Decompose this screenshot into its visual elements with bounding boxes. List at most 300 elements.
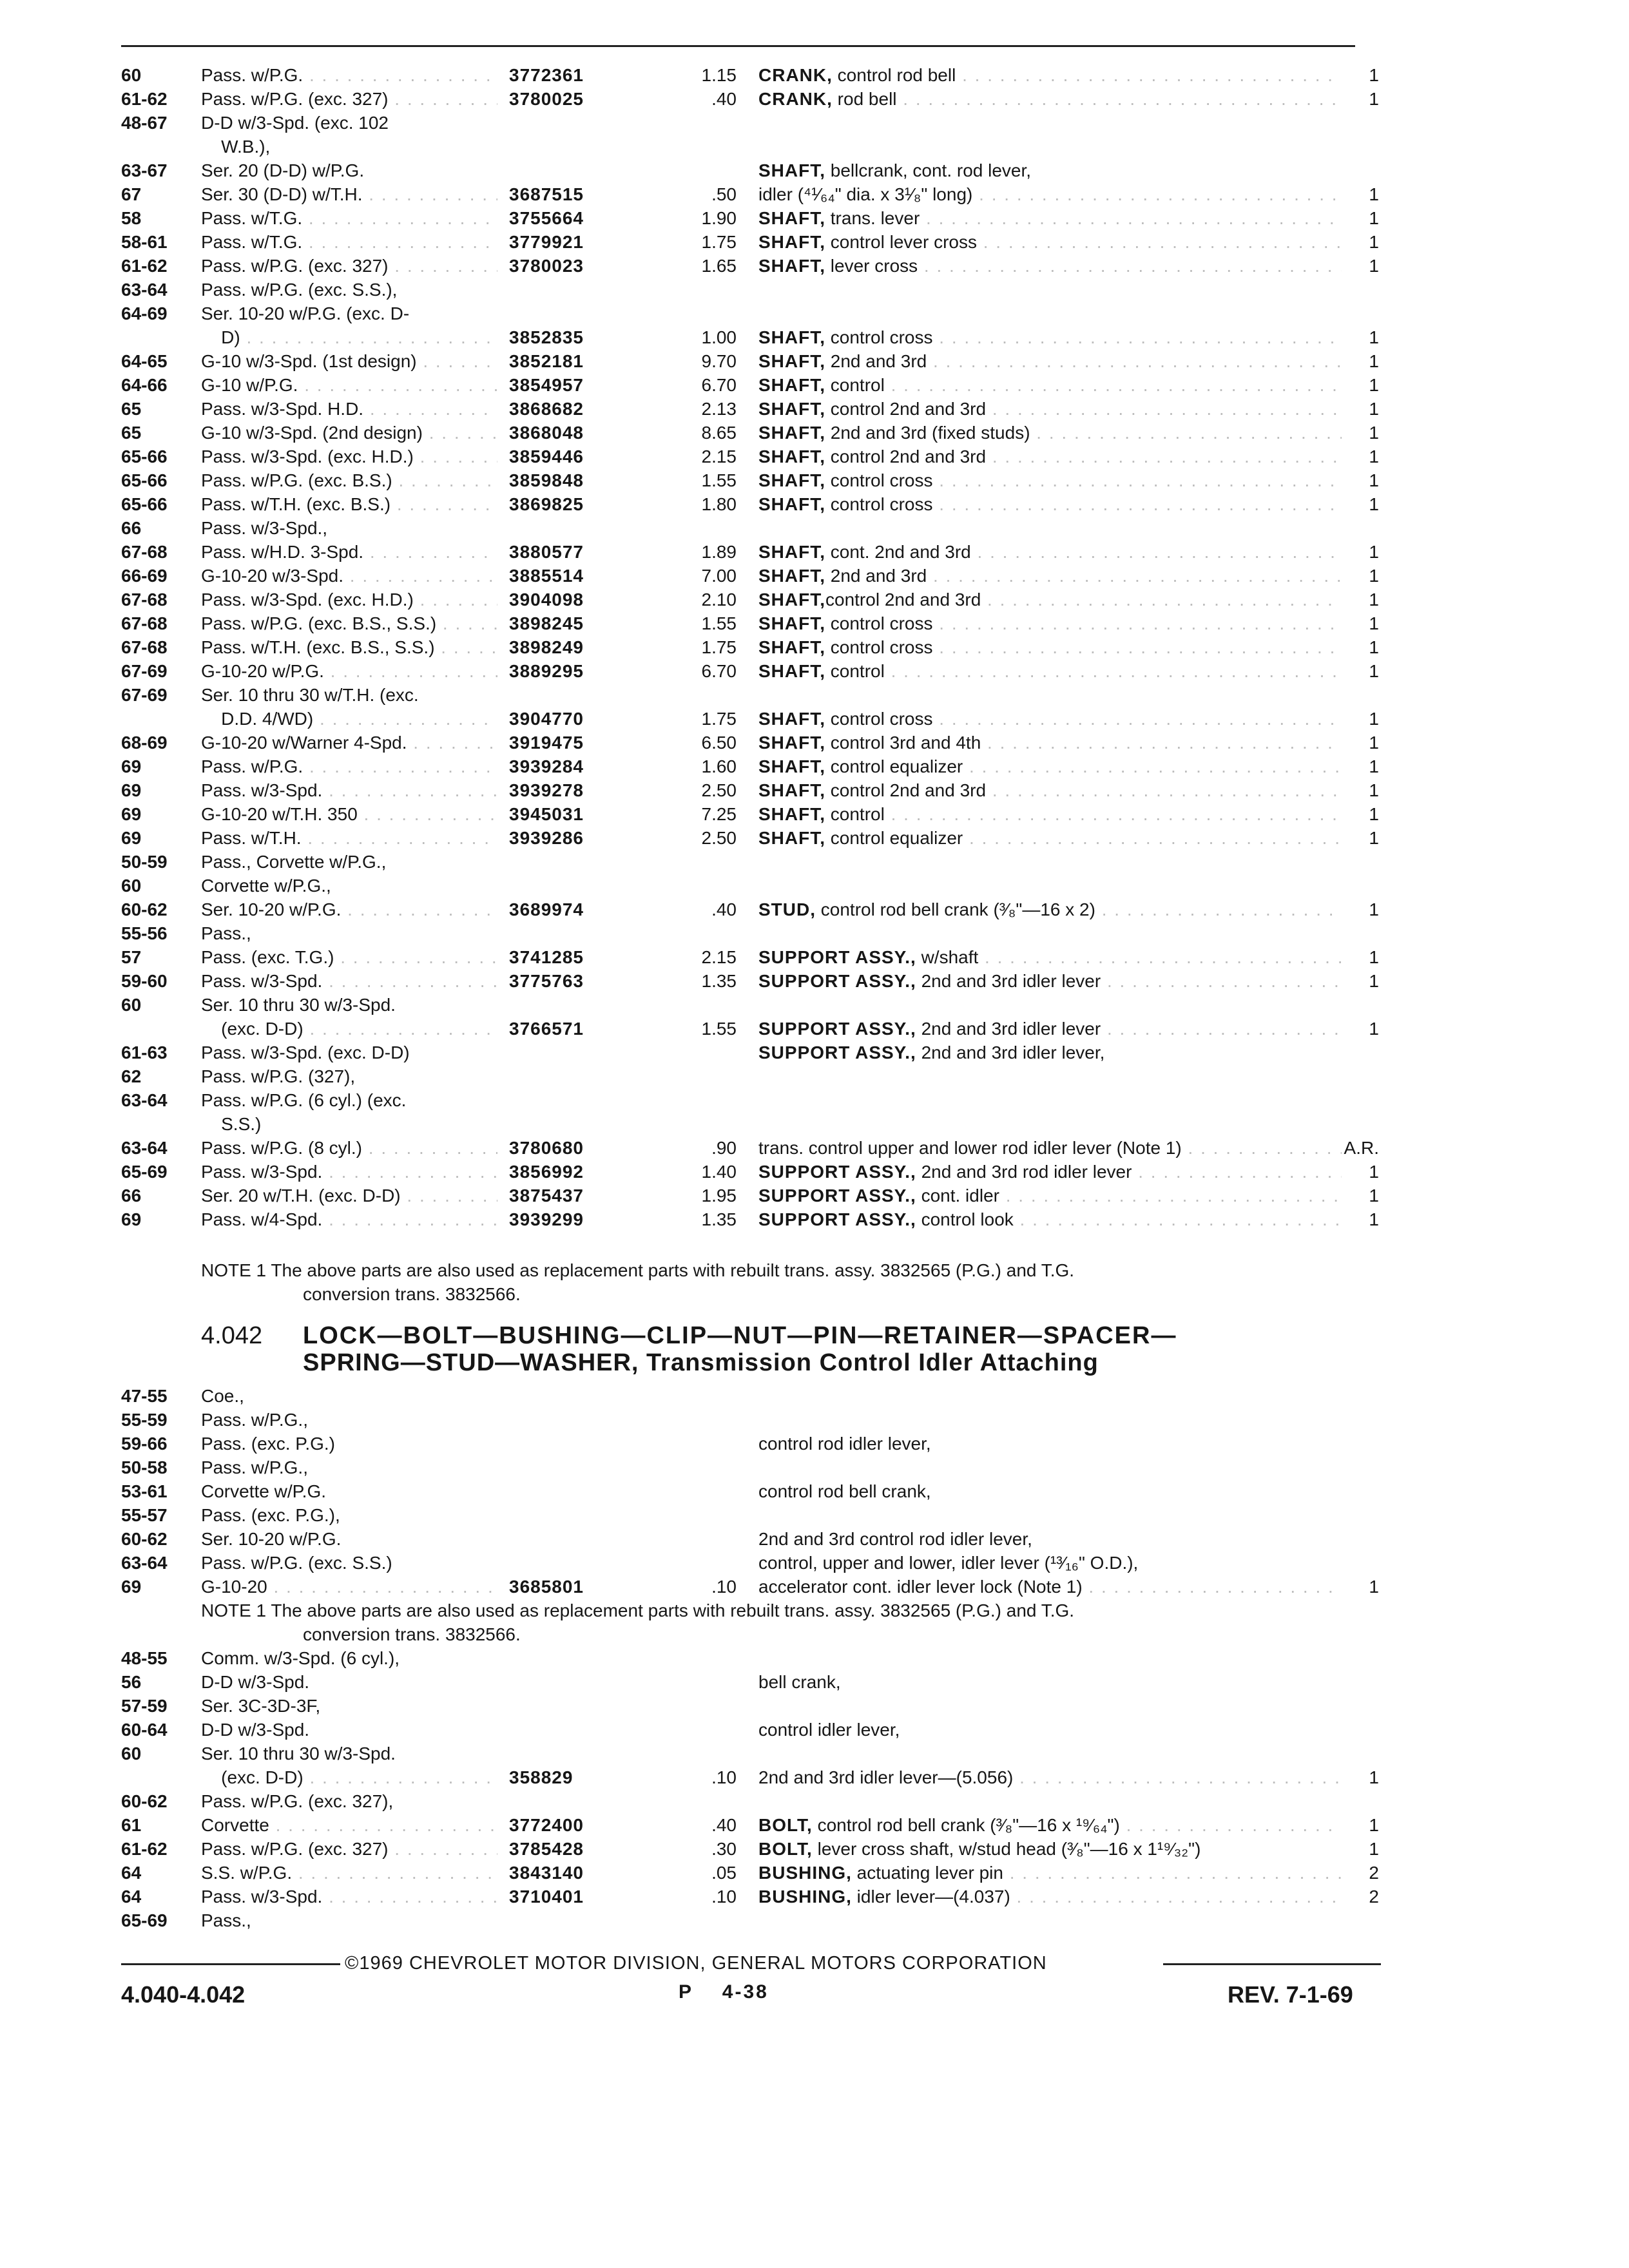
part-name-detail: control 2nd and 3rd [825,780,987,800]
model-description: Pass. w/P.G. (exc. B.S.) . . . [201,468,497,492]
model-year: 60-62 [121,1791,168,1811]
quantity: 1 [1369,756,1379,776]
model-description: Pass. w/3-Spd. . . . [201,778,497,802]
part-name-detail: control cross [825,709,933,729]
parts-row [0,1479,1629,1503]
parts-row [0,373,1629,397]
model-description: Pass. w/P.G. (8 cyl.) . . . [201,1136,497,1160]
part-name-keyword: SHAFT, [758,661,825,681]
model-year: 55-56 [121,923,168,943]
part-name [758,1207,1342,1231]
part-name-detail: control rod bell [832,65,956,85]
part-name [758,1718,1342,1742]
model-year: 59-60 [121,971,168,991]
model-description: Pass. w/T.H. (exc. B.S., S.S.) . . . [201,635,497,659]
part-name-keyword: SHAFT, [758,804,825,824]
parts-row [0,1160,1629,1184]
part-name-detail: 2nd and 3rd (fixed studs) [825,423,1030,443]
model-description: Pass. w/P.G. (exc. 327) . . . [201,87,497,111]
part-name-detail: 2nd and 3rd idler lever—(5.056) [758,1767,1014,1787]
part-name-detail: w/shaft [916,947,979,967]
part-name-keyword: SHAFT, [758,709,825,729]
part-name-keyword: BUSHING, [758,1887,852,1907]
part-name-keyword: CRANK, [758,65,833,85]
quantity: 2 [1369,1887,1379,1907]
parts-row [0,1837,1629,1861]
parts-row [0,1670,1629,1694]
part-name-keyword: SHAFT, [758,351,825,371]
part-number: 3889295 [509,661,584,681]
part-number: 3939286 [509,828,584,848]
model-description: Pass. w/P.G., [201,1410,308,1430]
list-price: 1.80 [701,494,737,514]
part-number: 3868048 [509,423,584,443]
quantity: 1 [1369,733,1379,753]
part-number: 3772361 [509,65,584,85]
part-name-detail: control cross [825,613,933,633]
quantity: 1 [1369,1767,1379,1787]
list-price: 1.89 [701,542,737,562]
part-number: 3785428 [509,1839,584,1859]
list-price: .40 [711,89,737,109]
part-number: 3780025 [509,89,584,109]
part-name-keyword: SHAFT, [758,542,825,562]
model-year: 61-63 [121,1043,168,1062]
part-name-detail: bellcrank, cont. rod lever, [825,160,1032,180]
part-number: 3856992 [509,1162,584,1182]
parts-row [0,397,1629,421]
part-name-keyword: SHAFT, [758,828,825,848]
part-name [758,206,1342,230]
part-name [758,397,1342,421]
model-year: 65-69 [121,1910,168,1930]
quantity: 1 [1369,1577,1379,1597]
list-price: 2.10 [701,590,737,610]
part-number: 3780023 [509,256,584,276]
model-year: 56 [121,1672,142,1692]
part-name-detail: control rod bell crank (³⁄₈"—16 x ¹⁹⁄₆₄") [812,1815,1120,1835]
parts-row [0,254,1629,278]
part-name [758,635,1342,659]
part-number: 3772400 [509,1815,584,1835]
list-price: 1.55 [701,613,737,633]
model-description: Ser. 10 thru 30 w/3-Spd. [201,995,396,1015]
part-number: 3843140 [509,1863,584,1883]
model-description: Ser. 10-20 w/P.G. [201,1529,342,1549]
model-description: Pass. w/T.H. . . . [201,826,497,850]
part-name-detail: 2nd and 3rd idler lever [916,971,1101,991]
footer-revision: REV. 7-1-69 [1228,1981,1353,2008]
part-name [758,325,1342,349]
model-description: G-10-20 . . . [201,1575,497,1599]
model-description: Pass. w/T.G. . . . [201,206,497,230]
part-name [758,1041,1342,1064]
parts-row [0,87,1629,111]
part-name-detail: control cross [825,327,933,347]
part-name-detail: control 2nd and 3rd [825,590,981,610]
model-year: 65-69 [121,1162,168,1182]
model-year: 65-66 [121,447,168,466]
parts-row [0,540,1629,564]
list-price: .90 [711,1138,737,1158]
model-year: 63-64 [121,1090,168,1110]
part-name [758,945,1342,969]
model-year: 50-58 [121,1457,168,1477]
model-year: 69 [121,828,142,848]
part-name-keyword: SUPPORT ASSY., [758,1186,916,1206]
parts-row [0,611,1629,635]
model-description: Pass., [201,1910,251,1930]
quantity: 1 [1369,899,1379,919]
model-description: D.D. 4/WD) . . . [201,707,497,731]
part-number: 3766571 [509,1019,584,1039]
list-price: .30 [711,1839,737,1859]
list-price: 2.15 [701,947,737,967]
parts-row [0,182,1629,206]
part-name-keyword: SUPPORT ASSY., [758,1043,916,1062]
model-description: Pass. w/P.G. (6 cyl.) (exc. [201,1090,407,1110]
model-year: 65-66 [121,494,168,514]
part-name-keyword: SHAFT, [758,780,825,800]
part-name-keyword: SHAFT, [758,590,825,610]
model-description: Corvette . . . [201,1813,497,1837]
part-name-detail: 2nd and 3rd [825,351,927,371]
model-description: Corvette w/P.G., [201,876,331,896]
parts-row [0,1017,1629,1041]
part-name [758,349,1342,373]
part-name-detail: control 2nd and 3rd [825,447,987,466]
model-year: 50-59 [121,852,168,872]
part-name-detail: bell crank, [758,1672,841,1692]
part-name-detail: control look [916,1209,1014,1229]
part-name-keyword: SHAFT, [758,399,825,419]
part-name-keyword: SHAFT, [758,566,825,586]
part-number: 3779921 [509,232,584,252]
part-number: 3859446 [509,447,584,466]
part-name-detail: cont. 2nd and 3rd [825,542,971,562]
parts-row [0,302,1629,325]
part-number: 3939284 [509,756,584,776]
part-name [758,1184,1342,1207]
model-description: G-10-20 w/T.H. 350 . . . [201,802,497,826]
model-year: 67-68 [121,637,168,657]
part-number: 3775763 [509,971,584,991]
parts-row [0,1041,1629,1064]
part-number: 3868682 [509,399,584,419]
part-name-keyword: SHAFT, [758,232,825,252]
list-price: 1.55 [701,1019,737,1039]
model-description: Ser. 30 (D-D) w/T.H. . . . [201,182,497,206]
model-description: Pass. w/T.G. . . . [201,230,497,254]
parts-row [0,1088,1629,1112]
model-year: 60 [121,995,142,1015]
model-year: 62 [121,1066,142,1086]
quantity: 1 [1369,1186,1379,1206]
part-name [758,898,1342,921]
parts-row [0,850,1629,874]
parts-row [0,635,1629,659]
model-description: S.S.) [201,1114,262,1134]
part-name-detail: 2nd and 3rd idler lever, [916,1043,1105,1062]
list-price: 6.50 [701,733,737,753]
part-name [758,63,1342,87]
quantity: 1 [1369,351,1379,371]
parts-row [0,731,1629,754]
model-description: Coe., [201,1386,244,1406]
parts-row [0,230,1629,254]
part-name-detail: control [825,661,885,681]
quantity: 1 [1369,1162,1379,1182]
model-year: 63-64 [121,1553,168,1573]
model-year: 68-69 [121,733,168,753]
parts-row [0,1207,1629,1231]
model-description: D) . . . [201,325,497,349]
part-name-keyword: SHAFT, [758,637,825,657]
part-number: 3945031 [509,804,584,824]
quantity: 2 [1369,1863,1379,1883]
list-price: .10 [711,1577,737,1597]
part-name-keyword: SHAFT, [758,447,825,466]
parts-row [0,1432,1629,1456]
model-year: 55-59 [121,1410,168,1430]
model-year: 67-69 [121,685,168,705]
part-name [758,588,1342,611]
footer-rule-right [1163,1963,1381,1965]
part-name-detail: lever cross shaft, w/stud head (³⁄₈"—16 x 1¹⁹⁄₃₂") [812,1839,1201,1859]
parts-row [0,111,1629,135]
model-description: (exc. D-D) . . . [201,1017,497,1041]
part-name-detail: control idler lever, [758,1720,900,1740]
model-description: Pass. w/3-Spd. (exc. H.D.) . . . [201,445,497,468]
model-year: 60 [121,65,142,85]
model-year: 64 [121,1887,142,1907]
part-name-detail: control 3rd and 4th [825,733,981,753]
part-name [758,159,1342,182]
model-description: Pass. w/P.G. (exc. S.S.) [201,1553,392,1573]
part-number: 3852181 [509,351,584,371]
list-price: 1.55 [701,470,737,490]
parts-row [0,1527,1629,1551]
list-price: 6.70 [701,375,737,395]
part-name [758,754,1342,778]
model-description: Pass. w/P.G. . . . [201,63,497,87]
list-price: 1.60 [701,756,737,776]
part-name-detail: control [825,804,885,824]
parts-row [0,1136,1629,1160]
model-description: Pass. w/3-Spd. H.D. . . . [201,397,497,421]
parts-row [0,278,1629,302]
part-number: 358829 [509,1767,574,1787]
part-name-detail: actuating lever pin [851,1863,1003,1883]
parts-row [0,1861,1629,1885]
part-name [758,87,1342,111]
part-name-keyword: SHAFT, [758,423,825,443]
model-year: 60-62 [121,899,168,919]
quantity: 1 [1369,828,1379,848]
list-price: 6.70 [701,661,737,681]
footer-rule-left [121,1963,340,1965]
model-year: 67 [121,184,142,204]
note-2-line-2: conversion trans. 3832566. [303,1624,521,1644]
part-number: 3741285 [509,947,584,967]
parts-row [0,874,1629,898]
parts-row [0,1813,1629,1837]
model-description: G-10 w/P.G. . . . [201,373,497,397]
list-price: 1.15 [701,65,737,85]
model-year: 47-55 [121,1386,168,1406]
model-description: Pass. (exc. P.G.) [201,1434,335,1454]
part-number: 3904770 [509,709,584,729]
quantity: 1 [1369,566,1379,586]
model-description: Pass. w/3-Spd. (exc. H.D.) . . . [201,588,497,611]
part-name [758,802,1342,826]
parts-row [0,468,1629,492]
model-year: 65 [121,399,142,419]
model-description: W.B.), [201,137,271,157]
part-name [758,468,1342,492]
part-name [758,373,1342,397]
part-name-detail: control equalizer [825,756,963,776]
model-year: 61-62 [121,1839,168,1859]
section-title-line-1: LOCK—BOLT—BUSHING—CLIP—NUT—PIN—RETAINER—SPACER— [303,1322,1177,1349]
part-name-keyword: SHAFT, [758,613,825,633]
part-name-keyword: SHAFT, [758,160,825,180]
model-year: 60 [121,876,142,896]
model-description: Corvette w/P.G. [201,1481,327,1501]
part-number: 3875437 [509,1186,584,1206]
model-description: D-D w/3-Spd. [201,1720,310,1740]
model-description: D-D w/3-Spd. (exc. 102 [201,113,389,133]
list-price: .40 [711,1815,737,1835]
part-name-detail: control rod bell crank (³⁄₈"—16 x 2) [816,899,1095,919]
model-year: 58 [121,208,142,228]
model-description: (exc. D-D) . . . [201,1765,497,1789]
model-year: 48-67 [121,113,168,133]
list-price: 1.75 [701,637,737,657]
model-year: 64-66 [121,375,168,395]
part-name-detail: accelerator cont. idler lever lock (Note 1) [758,1577,1083,1597]
quantity: 1 [1369,423,1379,443]
part-number: 3919475 [509,733,584,753]
model-description: Pass. w/P.G., [201,1457,308,1477]
part-name [758,778,1342,802]
part-number: 3904098 [509,590,584,610]
part-name-keyword: SUPPORT ASSY., [758,1019,916,1039]
part-name [758,1136,1342,1160]
model-description: Pass. w/P.G. (exc. 327), [201,1791,394,1811]
model-description: Pass. w/P.G. (exc. 327) . . . [201,254,497,278]
list-price: 7.25 [701,804,737,824]
part-name-detail: control [825,375,885,395]
list-price: 1.35 [701,1209,737,1229]
list-price: .10 [711,1767,737,1787]
part-name [758,1575,1342,1599]
parts-row [0,826,1629,850]
quantity: 1 [1369,256,1379,276]
part-name-detail: trans. control upper and lower rod idler lever (Note 1) [758,1138,1182,1158]
parts-row [0,683,1629,707]
parts-row [0,969,1629,993]
part-name-detail: control rod idler lever, [758,1434,931,1454]
list-price: 2.15 [701,447,737,466]
parts-row [0,1694,1629,1718]
part-name-detail: 2nd and 3rd idler lever [916,1019,1101,1039]
model-year: 69 [121,804,142,824]
part-name-detail: 2nd and 3rd rod idler lever [916,1162,1132,1182]
quantity: 1 [1369,375,1379,395]
parts-row [0,945,1629,969]
model-description: Ser. 20 (D-D) w/P.G. [201,160,365,180]
part-number: 3755664 [509,208,584,228]
part-name [758,564,1342,588]
part-number: 3939278 [509,780,584,800]
part-name-detail: idler (⁴¹⁄₆₄" dia. x 3¹⁄₈" long) [758,184,973,204]
quantity: 1 [1369,447,1379,466]
model-year: 55-57 [121,1505,168,1525]
part-number: 3869825 [509,494,584,514]
list-price: 1.75 [701,709,737,729]
part-name-detail: control cross [825,470,933,490]
list-price: .40 [711,899,737,919]
part-number: 3780680 [509,1138,584,1158]
parts-row [0,921,1629,945]
part-name [758,659,1342,683]
part-name [758,1861,1342,1885]
parts-row [0,1742,1629,1765]
part-name-detail: 2nd and 3rd control rod idler lever, [758,1529,1032,1549]
model-description: Pass. w/P.G. (exc. 327) . . . [201,1837,497,1861]
part-name [758,1479,1342,1503]
part-number: 3685801 [509,1577,584,1597]
model-description: Pass. w/3-Spd. . . . [201,1160,497,1184]
model-description: G-10-20 w/Warner 4-Spd. . . . [201,731,497,754]
model-description: G-10-20 w/3-Spd. . . . [201,564,497,588]
model-description: Pass. w/4-Spd. . . . [201,1207,497,1231]
parts-row [0,445,1629,468]
list-price: 1.95 [701,1186,737,1206]
model-year: 53-61 [121,1481,168,1501]
part-number: 3939299 [509,1209,584,1229]
part-name-keyword: SHAFT, [758,256,825,276]
model-year: 67-68 [121,590,168,610]
part-name-keyword: SUPPORT ASSY., [758,1162,916,1182]
parts-row [0,1064,1629,1088]
model-year: 69 [121,780,142,800]
model-description: Pass., [201,923,251,943]
part-name [758,540,1342,564]
list-price: 9.70 [701,351,737,371]
model-description: G-10 w/3-Spd. (2nd design) . . . [201,421,497,445]
model-description: Pass. w/3-Spd. . . . [201,969,497,993]
list-price: 1.35 [701,971,737,991]
part-name [758,826,1342,850]
parts-row [0,159,1629,182]
part-name [758,1813,1342,1837]
quantity: 1 [1369,971,1379,991]
part-name-detail: rod bell [832,89,897,109]
parts-row [0,135,1629,159]
model-year: 61-62 [121,256,168,276]
quantity: 1 [1369,1019,1379,1039]
model-description: Ser. 10-20 w/P.G. . . . [201,898,497,921]
model-description: G-10-20 w/P.G. . . . [201,659,497,683]
quantity: 1 [1369,1209,1379,1229]
model-description: Pass. w/P.G. (exc. B.S., S.S.) . . . [201,611,497,635]
part-number: 3898249 [509,637,584,657]
quantity: 1 [1369,947,1379,967]
parts-row [0,564,1629,588]
model-description: Ser. 10 thru 30 w/T.H. (exc. [201,685,419,705]
